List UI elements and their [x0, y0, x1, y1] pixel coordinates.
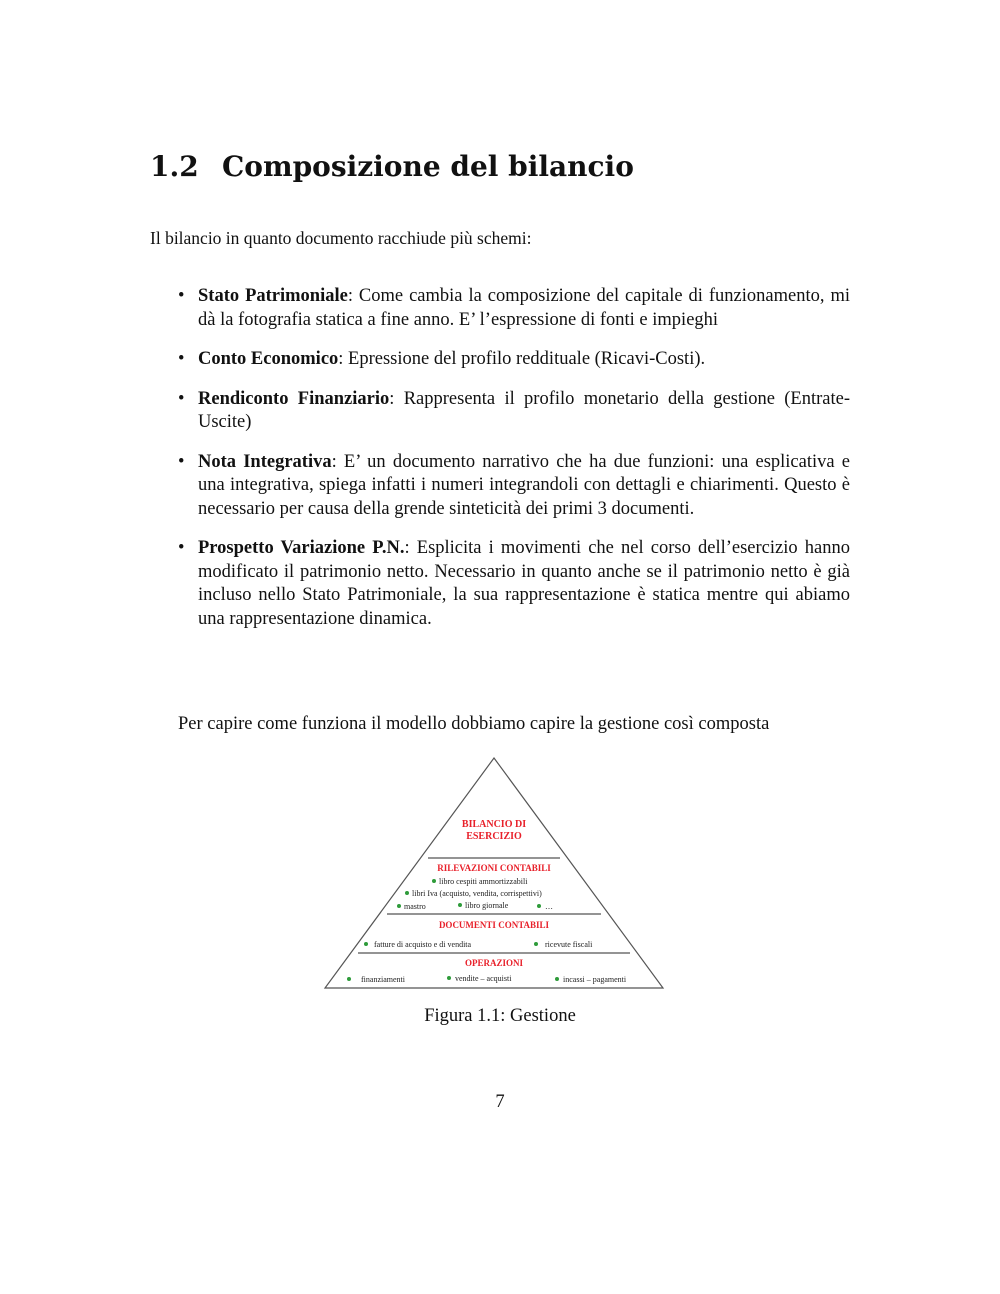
bullet-icon — [347, 977, 351, 981]
item-text: : Esplicita i movimenti che nel corso dell’esercizio hanno modificato il patrimonio netto. Necessario in quanto anche se il patrimonio netto è già incluso nello Stato Patrimoniale, la sua rappresentazione è statica mentre qui abiamo una rappresentazione dinamica. — [198, 538, 850, 629]
section-number: 1.2 — [150, 150, 199, 183]
item-text: : E’ un documento narrativo che ha due funzioni: una esplicativa e una integrativa, spiega infatti i numeri integrandoli con dettagli e chiarimenti. Questo è necessario per causa della grende sinteticità dei primi 3 documenti. — [198, 451, 850, 519]
bullet-icon: • — [178, 349, 185, 369]
bullet-icon — [458, 903, 462, 907]
item-term: Rendiconto Finanziario — [198, 388, 390, 409]
item-text: : Epressione del profilo reddituale (Ricavi-Costi). — [338, 349, 706, 369]
page-number: 7 — [495, 1092, 505, 1112]
documenti-item: fatture di acquisto e di vendita — [374, 940, 472, 949]
list-item — [178, 348, 850, 372]
rilevazioni-item: … — [545, 902, 553, 911]
item-term: Prospetto Variazione P.N. — [198, 538, 405, 558]
tier-top-line1: BILANCIO DI — [461, 819, 527, 830]
operazioni-item: vendite – acquisti — [455, 974, 512, 983]
tier-documenti-title: DOCUMENTI CONTABILI — [438, 920, 550, 930]
bullet-icon — [447, 976, 451, 980]
bullet-icon: • — [178, 538, 185, 558]
section-title: Composizione del bilancio — [222, 150, 634, 183]
tier-top-line2: ESERCIZIO — [466, 831, 522, 842]
bullet-icon — [405, 891, 409, 895]
rilevazioni-item: mastro — [404, 902, 426, 911]
tier-rilevazioni-title: RILEVAZIONI CONTABILI — [437, 863, 551, 873]
bullet-icon: • — [178, 451, 185, 472]
bullet-icon — [534, 942, 538, 946]
intro-paragraph: Il bilancio in quanto documento racchiude più schemi: — [150, 228, 532, 248]
bullet-icon — [364, 942, 368, 946]
pyramid-diagram — [322, 755, 667, 991]
rilevazioni-item: libro giornale — [465, 901, 509, 910]
operazioni-item: finanziamenti — [361, 975, 405, 984]
list-item — [178, 451, 850, 522]
operazioni-item: incassi – pagamenti — [563, 975, 627, 984]
bullet-icon: • — [178, 286, 185, 306]
pyramid-figure — [322, 755, 667, 991]
bullet-icon — [397, 904, 401, 908]
bullet-icon — [537, 904, 541, 908]
list-item — [178, 537, 850, 631]
list-item — [178, 388, 850, 435]
rilevazioni-item: libro cespiti ammortizzabili — [439, 877, 528, 886]
list-item — [178, 285, 850, 332]
figure-caption: Figura 1.1: Gestione — [424, 1006, 576, 1026]
item-text: : Rappresenta il profilo monetario della gestione (Entrate-Uscite) — [198, 388, 851, 432]
item-term: Conto Economico — [198, 349, 339, 369]
schemes-list — [178, 285, 850, 647]
section-heading — [150, 150, 634, 183]
rilevazioni-item: libri Iva (acquisto, vendita, corrispettivi) — [412, 889, 542, 898]
bullet-icon — [432, 879, 436, 883]
bullet-icon — [555, 977, 559, 981]
bullet-icon: • — [178, 388, 185, 409]
item-term: Nota Integrativa — [198, 451, 332, 472]
closing-paragraph: Per capire come funziona il modello dobbiamo capire la gestione così composta — [178, 714, 770, 734]
item-text: : Come cambia la composizione del capitale di funzionamento, mi dà la fotografia statica a fine anno. E’ l’espressione di fonti e impieghi — [198, 286, 850, 330]
tier-operazioni-title: OPERAZIONI — [464, 958, 524, 968]
documenti-item: ricevute fiscali — [545, 940, 593, 949]
item-term: Stato Patrimoniale — [198, 286, 348, 306]
